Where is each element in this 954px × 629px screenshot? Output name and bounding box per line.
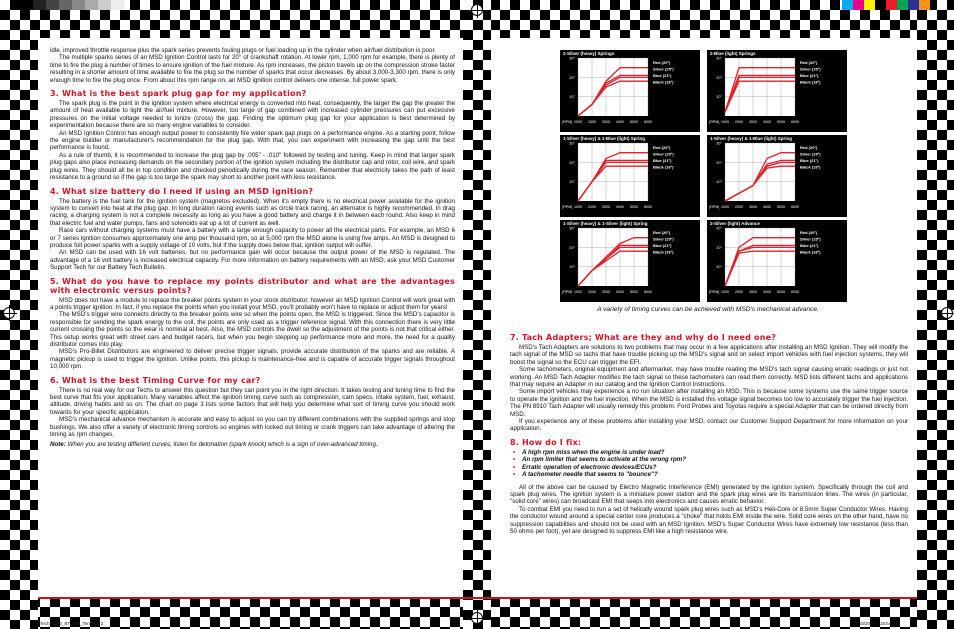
section-heading: 4. What size battery do I need if using an MSD ignition? bbox=[50, 186, 314, 196]
x-tick-label: 1000 bbox=[574, 205, 582, 209]
x-tick-label: 6000 bbox=[791, 120, 799, 124]
x-tick-label: 4000 bbox=[616, 120, 624, 124]
legend-entry: Black (18°) bbox=[653, 164, 674, 170]
x-tick-label: 1000 bbox=[721, 205, 729, 209]
x-tick-label: 5000 bbox=[777, 290, 785, 294]
legend-entry: Blue (21°) bbox=[653, 158, 672, 163]
x-axis-label: (RPM) bbox=[562, 120, 573, 124]
x-tick-label: 5000 bbox=[777, 205, 785, 209]
y-tick-label: 20° bbox=[569, 245, 575, 250]
body-paragraph: MSD does not have a module to replace the breaker points system in your stock distributor, however an MSD Ignition Control will work great with a points trigger ignition. In fact, if you replace the points when you install your MSD, you'll probably won't have to replace or adjust them for years! bbox=[50, 296, 455, 311]
x-tick-label: 1000 bbox=[721, 120, 729, 124]
body-paragraph: MSD's mechanical advance mechanism is accurate and easy to adjust so you can try different combinations with the supplied springs and stop bushings. We also offer a variety of electronic timing controls so engines with locked out timing or crank triggers can take advantage of altering the timing as rpm changes. bbox=[50, 416, 455, 439]
timing-chart bbox=[560, 50, 700, 132]
x-axis-label: (RPM) bbox=[562, 290, 573, 294]
y-tick-label: 20° bbox=[716, 160, 722, 165]
checkered-gutter bbox=[463, 0, 491, 629]
legend-entry: Red (20°) bbox=[653, 145, 671, 150]
timing-chart bbox=[560, 135, 700, 217]
date-slug: 2/18/2008 1:18:54 PM bbox=[855, 621, 900, 626]
chart-title: 2-Silver (heavy) Springs bbox=[563, 51, 615, 56]
body-paragraph: An MSD Ignition Control has enough output power to consistently fire wider spark gap plugs on a performance engine. As a starting point, follow the engine builder or manufacturer's recommendation for the plug gap. With that, you can experiment with increasing the gap until the best performance is found. bbox=[50, 129, 455, 152]
x-tick-label: 6000 bbox=[791, 205, 799, 209]
file-slug: Tech_2000_BT_Top_Ten.indd 2 bbox=[40, 621, 104, 626]
registration-mark-icon bbox=[471, 612, 483, 624]
timing-chart bbox=[560, 220, 700, 302]
timing-chart bbox=[707, 50, 847, 132]
body-paragraph: MSD's Pro-Billet Distributors are engineered to deliver precise trigger signals, provide accurate distribution of the sparks and are reliable. A magnetic pickup is used to trigger the ignition. Unlike points, this pickup is maintenance-free and is capable of accurate trigger signals throughout 10,000 rpm. bbox=[50, 348, 455, 371]
y-tick-label: 30° bbox=[716, 56, 722, 61]
x-tick-label: 5000 bbox=[630, 120, 638, 124]
y-tick-label: 10° bbox=[716, 95, 722, 100]
body-paragraph: Race cars without charging systems must have a battery with a large enough capacity to power all the electrical parts. For example, an MSD 6 or 7 series ignition consumes approximately one amp per thousand rpm, so at 5,000 rpm the MSD alone is using five amps. An MSD is designed to produce full power sparks with a supply voltage of 10 volts, but if the supply does below that, ignition output will suffer. bbox=[50, 227, 455, 249]
page-bottom-rule bbox=[38, 597, 917, 599]
section-heading: 8. How do I fix: bbox=[510, 437, 582, 447]
body-paragraph: An MSD can be used with 16 volt batteries, but no performance gain will occur because the output power of the MSD is regulated. The advantage of a 16 volt battery is increased electrical capacity. For more information on battery requirements with an MSD, ask your MSD Customer Support Tech for our Battery Tech Bulletin. bbox=[50, 249, 455, 272]
x-tick-label: 4000 bbox=[763, 120, 771, 124]
y-tick-label: 10° bbox=[569, 265, 575, 270]
chart-svg bbox=[707, 220, 847, 302]
body-paragraph: The battery is the fuel tank for the ignition system (magnetos excluded). When it's empty there is no electrical power available for the ignition system to convert into heat at the plug gap. In long duration racing events such as circle track racing, an alternator is highly recommended. In drag racing, a charging system is not a complete necessity as long as you have a good battery and charge it in between each round. Also keep in mind that electric fuel and water pumps, fans and solenoids eat up a lot of current as well. bbox=[50, 197, 455, 227]
chart-svg bbox=[707, 135, 847, 217]
legend-entry: Black (18°) bbox=[653, 249, 674, 255]
registration-mark-icon bbox=[471, 4, 483, 16]
x-tick-label: 2000 bbox=[588, 120, 596, 124]
legend-entry: Silver (25°) bbox=[800, 236, 821, 242]
registration-mark-icon bbox=[941, 307, 953, 319]
x-tick-label: 3000 bbox=[602, 205, 610, 209]
legend-entry: Blue (21°) bbox=[800, 243, 819, 248]
y-tick-label: 20° bbox=[716, 75, 722, 80]
process-color-bar bbox=[842, 0, 930, 10]
chart-title: 2-Blue (light) Springs bbox=[710, 51, 756, 56]
chart-caption: A variety of timing curves can be achieved with MSD's mechanical advance. bbox=[597, 306, 819, 313]
x-axis-label: (RPM) bbox=[709, 290, 720, 294]
x-tick-label: 4000 bbox=[763, 205, 771, 209]
grayscale-color-bar bbox=[20, 0, 124, 10]
x-tick-label: 3000 bbox=[749, 205, 757, 209]
x-tick-label: 5000 bbox=[630, 290, 638, 294]
x-tick-label: 4000 bbox=[616, 290, 624, 294]
section-heading: 3. What is the best spark plug gap for my application? bbox=[50, 89, 307, 99]
chart-title: 1-Silver (heavy) & 1-Blue (light) Spring bbox=[563, 136, 646, 141]
y-tick-label: 10° bbox=[569, 95, 575, 100]
list-item: • Erratic operation of electronic devices/ECUs? bbox=[522, 464, 908, 471]
chart-title: 2-Silver (light) Advance bbox=[710, 221, 760, 226]
x-tick-label: 5000 bbox=[630, 205, 638, 209]
legend-entry: Silver (25°) bbox=[800, 66, 821, 72]
legend-entry: Silver (25°) bbox=[653, 151, 674, 157]
x-tick-label: 1000 bbox=[721, 290, 729, 294]
legend-entry: Red (20°) bbox=[653, 60, 671, 65]
y-tick-label: 30° bbox=[716, 226, 722, 231]
list-item: • A high rpm miss when the engine is under load? bbox=[522, 449, 908, 456]
body-paragraph: The spark plug is the point in the ignition system where electrical energy is converted into heat, consequently, the larger the gap the greater the amount of heat available to light the air/fuel mixture. However, too large of gap combined with increased cylinder pressures can put excessive pressures on the initial voltage needed to ionize (cross) the gap. Finding the optimum plug gap for your application is best determined by experimentation because there are so many engine variables to consider. bbox=[50, 100, 455, 130]
x-tick-label: 6000 bbox=[644, 120, 652, 124]
x-tick-label: 3000 bbox=[602, 290, 610, 294]
right-text-column bbox=[510, 328, 908, 535]
body-paragraph: MSD's Tach Adapters are solutions to two problems that may occur in a few applications after installing an MSD Ignition. They will modify the tach signal of the MSD so tachs that have trouble picking up the MSD's signal and on select import vehicles with fuel injection systems, they will boost the signal so the ECU can trigger the EFI. bbox=[510, 344, 908, 366]
body-paragraph: As a rule of thumb, it is recommended to increase the plug gap by .005" - .010" followed by testing and tuning. Keep in mind that larger spark plug gaps also place increasing demands on the secondary portion of the ignition system including the distributor cap and rotor, coil wire, and spark plug wires. They should all be in top condition and checked periodically during the race season. Remember that electricity takes the path of least resistance to a ground so if the gap is too large the spark may short to another point with less resistance. bbox=[50, 151, 455, 182]
legend-entry: Black (18°) bbox=[800, 79, 821, 85]
x-tick-label: 6000 bbox=[644, 290, 652, 294]
legend-entry: Red (20°) bbox=[800, 145, 818, 150]
body-paragraph: To combat EMI you need to run a set of helically wound spark plug wires such as MSD's Heli-Core or 8.5mm Super Conductor Wires. Having the conductor wound around a special center core produces a "choke" that holds EMI inside the wire. Solid core wires on the other hand, have no suppression capabilities and should not be used with an MSD Ignition. MSD's Super Conductor Wires have extremely low resistance (less than 50 ohms per foot), yet are designed to suppress EMI like a high resistance wire. bbox=[510, 505, 908, 535]
y-tick-label: 30° bbox=[569, 141, 575, 146]
chart-title: 1-Silver (heavy) & 1-Blue (light) Spring bbox=[710, 136, 793, 141]
list-item: • A tachometer needle that seems to "bounce"? bbox=[522, 471, 908, 478]
x-axis-label: (RPM) bbox=[709, 120, 720, 124]
body-paragraph: Some tachometers, original equipment and aftermarket, may have trouble reading the MSD's tach signal causing erratic readings or just not working. An MSD Tach Adapter modifies the tach signal so these tachometers can read them correctly. MSD lists different tachs and applications that may require an Adapter in our catalog and the Ignition Control Instructions. bbox=[510, 366, 908, 389]
x-tick-label: 2000 bbox=[588, 290, 596, 294]
y-tick-label: 10° bbox=[569, 180, 575, 185]
legend-entry: Black (18°) bbox=[800, 164, 821, 170]
timing-chart bbox=[707, 220, 847, 302]
x-tick-label: 2000 bbox=[735, 120, 743, 124]
x-tick-label: 1000 bbox=[574, 120, 582, 124]
note-paragraph: Note: When you are testing different curves, listen for detonation (spark knock) which is a sign of over-advanced timing. bbox=[50, 441, 378, 449]
fix-bullet-list bbox=[510, 449, 908, 479]
plot-area bbox=[578, 228, 648, 286]
body-paragraph: There is no real way for our Techs to answer this question but they can point you in the right direction. It takes testing and tuning time to find the best curve that fits your application. Many variables affect the ignition timing curve such as compression, cam specs, intake system, fuel, exhaust, altitude, driving habits and so on. The chart on page 3 lists some factors that will help you determine what sort of timing curve you should work towards for your specific application. bbox=[50, 386, 455, 416]
legend-entry: Blue (21°) bbox=[800, 73, 819, 78]
legend-entry: Blue (21°) bbox=[800, 158, 819, 163]
legend-entry: Silver (25°) bbox=[653, 66, 674, 72]
legend-entry: Silver (25°) bbox=[800, 151, 821, 157]
x-tick-label: 3000 bbox=[749, 290, 757, 294]
body-paragraph: The MSD's trigger wire connects directly to the breaker points wire so when the points open, the MSD is triggered. Since the MSD's capacitor is responsible for sending the spark energy to the coil, the points are only used as a trigger reference signal. With this connection there is very little current crossing the points so the wear is nominal at best. Also, the MSD controls the dwell so the adjustment of the points is not that critical either. This setup works great with street cars and budget racers, but when you begin stepping up performance more and more, the need for a quality distributor comes into play. bbox=[50, 311, 455, 348]
legend-entry: Black (18°) bbox=[800, 249, 821, 255]
x-axis-label: (RPM) bbox=[562, 205, 573, 209]
x-tick-label: 5000 bbox=[777, 120, 785, 124]
x-tick-label: 4000 bbox=[616, 205, 624, 209]
legend-entry: Red (20°) bbox=[800, 60, 818, 65]
legend-entry: Red (20°) bbox=[653, 230, 671, 235]
intro-paragraph: idle, improved throttle response plus the spark series prevents fouling plugs or fuel loading up in the cylinder when air/fuel distribution is poor. bbox=[50, 47, 436, 54]
legend-entry: Blue (21°) bbox=[653, 243, 672, 248]
x-tick-label: 3000 bbox=[602, 120, 610, 124]
list-item: • An rpm limiter that seems to activate at the wrong rpm? bbox=[522, 456, 908, 463]
section-heading: 7. Tach Adapters; What are they and why do I need one? bbox=[510, 333, 777, 342]
y-tick-label: 10° bbox=[716, 265, 722, 270]
chart-svg bbox=[707, 50, 847, 132]
y-tick-label: 20° bbox=[569, 160, 575, 165]
x-tick-label: 6000 bbox=[791, 290, 799, 294]
y-tick-label: 20° bbox=[569, 75, 575, 80]
x-tick-label: 4000 bbox=[763, 290, 771, 294]
left-text-column bbox=[50, 47, 455, 449]
legend-entry: Blue (21°) bbox=[653, 73, 672, 78]
section-heading: 6. What is the best Timing Curve for my car? bbox=[50, 375, 261, 385]
y-tick-label: 30° bbox=[716, 141, 722, 146]
legend-entry: Silver (25°) bbox=[653, 236, 674, 242]
timing-chart bbox=[707, 135, 847, 217]
x-tick-label: 3000 bbox=[749, 120, 757, 124]
x-tick-label: 2000 bbox=[735, 205, 743, 209]
chart-svg bbox=[560, 50, 700, 132]
x-tick-label: 6000 bbox=[644, 205, 652, 209]
y-tick-label: 20° bbox=[716, 245, 722, 250]
registration-mark-icon bbox=[3, 307, 15, 319]
plot-area bbox=[578, 143, 648, 201]
x-tick-label: 2000 bbox=[735, 290, 743, 294]
x-tick-label: 2000 bbox=[588, 205, 596, 209]
body-paragraph: All of the above can be caused by Electro Magnetic Interference (EMI) generated by the ignition system. Specifically through the coil and spark plug wires. The ignition system is a miniature power station and the spark plug wires are its transmission lines. The wires (in particular, "solid core" wires) can broadcast EMI that seeps into electronics and causes erratic behavior. bbox=[510, 483, 908, 506]
chart-svg bbox=[560, 220, 700, 302]
legend-entry: Red (20°) bbox=[800, 230, 818, 235]
legend-entry: Black (18°) bbox=[653, 79, 674, 85]
intro-paragraph: The multiple sparks series of an MSD Ignition Control lasts for 20° of crankshaft rotation. At lower rpm, 1,000 rpm for example, there is plenty of time to fire the plug a number of times to ensure ignition of the fuel mixture. As rpm increases, the piston travels up on the compression stroke faster resulting in a shorter amount of time available to fire the plug so the number of sparks that occur decreases. By about 3,000-3,300 rpm, there is only enough time to fire the plug once. From about this rpm range on, an MSD ignition control delivers one intense, full power spark. bbox=[50, 54, 455, 84]
x-axis-label: (RPM) bbox=[709, 205, 720, 209]
section-heading: 5. What do you have to replace my points distributor and what are the advantages with electronic versus points? bbox=[50, 276, 455, 295]
chart-svg bbox=[560, 135, 700, 217]
body-paragraph: Some import vehicles may experience a no run situation after installing an MSD. This is because some systems use the same trigger source to operate the ignition and the fuel injection. When the MSD is installed this voltage signal becomes too low to accurately trigger the fuel injection. The PN 8910 Tach Adapter will usually remedy this problem. Ford Probes and Toyotas require a special Adapter that can be ordered directly from MSD. bbox=[510, 388, 908, 418]
y-tick-label: 30° bbox=[569, 56, 575, 61]
y-tick-label: 30° bbox=[569, 226, 575, 231]
body-paragraph: If you experience any of these problems after installing your MSD, contact our Customer Support Department for more information on your application. bbox=[510, 418, 908, 433]
x-tick-label: 1000 bbox=[574, 290, 582, 294]
y-tick-label: 10° bbox=[716, 180, 722, 185]
chart-title: 1-Silver (heavy) & 1-Silver (light) Spring bbox=[563, 221, 648, 226]
